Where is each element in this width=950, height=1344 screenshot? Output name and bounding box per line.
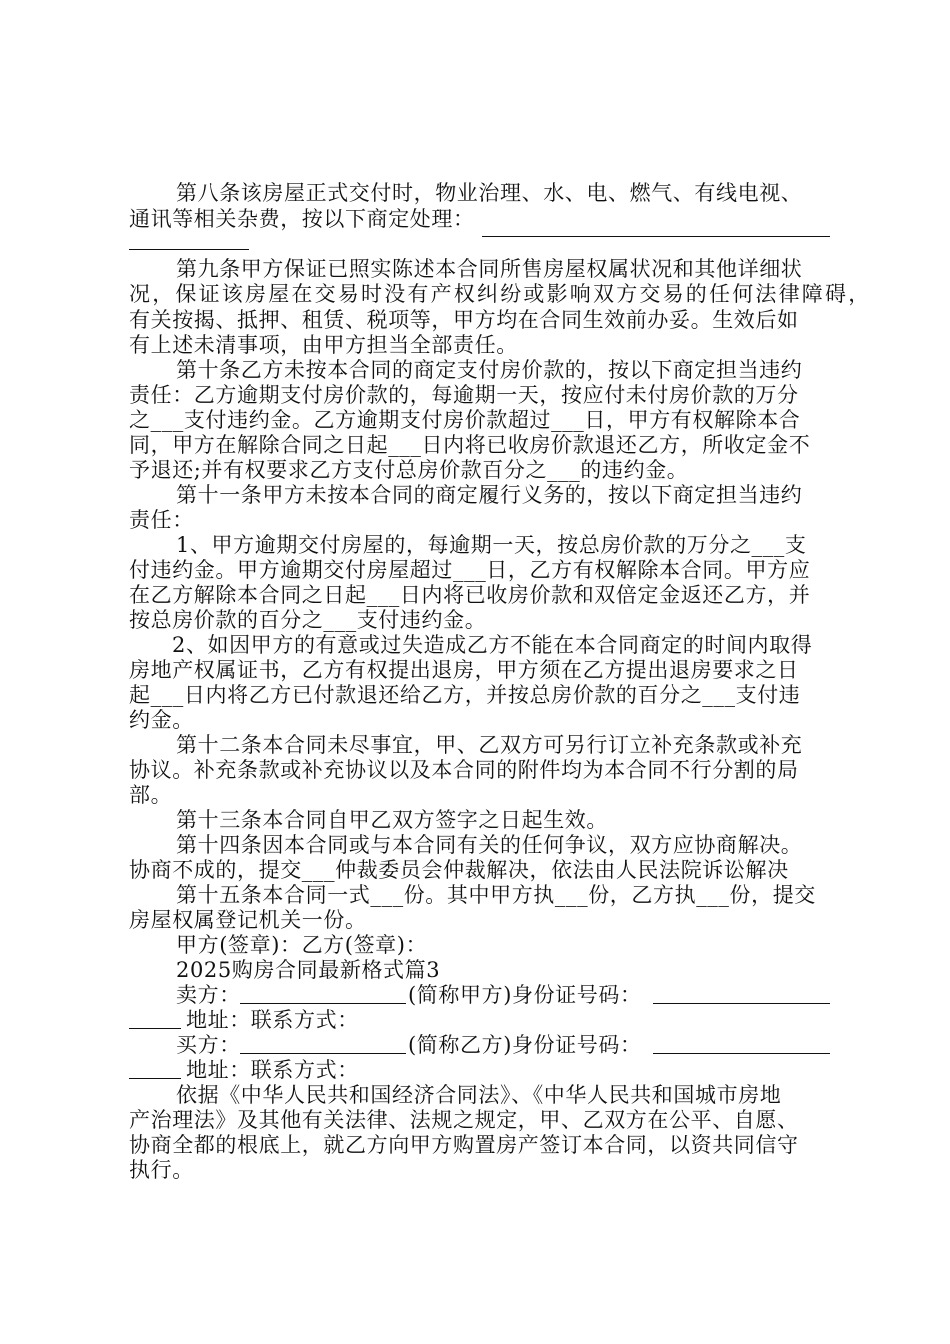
text-line: (简称甲方)身份证号码： (408, 983, 642, 1007)
seller-label: 卖方： (176, 983, 241, 1007)
text-line: 房屋权属登记机关一份。 (129, 908, 367, 932)
fill-in-blank (653, 1003, 830, 1004)
text-line: 第十一条甲方未按本合同的商定履行义务的，按以下商定担当违约 (176, 483, 803, 507)
text-line: 有上述未清事项，由甲方担当全部责任。 (129, 333, 518, 357)
text-line: 通讯等相关杂费，按以下商定处理： (129, 207, 475, 231)
text-line: 第十四条因本合同或与本合同有关的任何争议，双方应协商解决。 (176, 833, 803, 857)
text-line: 2、如因甲方的有意或过失造成乙方不能在本合同商定的时间内取得 (172, 633, 813, 657)
fill-in-blank (240, 1053, 406, 1054)
text-line: 第九条甲方保证已照实陈述本合同所售房屋权属状况和其他详细状 (176, 257, 803, 281)
text-line: 协商全都的根底上，就乙方向甲方购置房产签订本合同，以资共同信守 (129, 1133, 799, 1157)
text-line: 在乙方解除本合同之日起___日内将已收房价款和双倍定金返还乙方，并 (129, 583, 811, 607)
text-line: 起___日内将乙方已付款退还给乙方，并按总房价款的百分之___支付违 (129, 683, 801, 707)
text-line: 约金。 (129, 708, 194, 732)
text-line: 第八条该房屋正式交付时，物业治理、水、电、燃气、有线电视、 (176, 181, 803, 205)
text-line: 执行。 (129, 1158, 194, 1182)
text-line: 责任： (129, 508, 194, 532)
text-line: 同，甲方在解除合同之日起___日内将已收房价款退还乙方，所收定金不 (129, 433, 811, 457)
text-line: 第十条乙方未按本合同的商定支付房价款的，按以下商定担当违约 (176, 358, 803, 382)
text-line: 有关按揭、抵押、租赁、税项等，甲方均在合同生效前办妥。生效后如 (129, 308, 799, 332)
section-heading: 2025购房合同最新格式篇3 (176, 958, 441, 982)
fill-in-blank (482, 236, 830, 237)
text-line: 责任：乙方逾期支付房价款的，每逾期一天，按应付未付房价款的万分 (129, 383, 799, 407)
fill-in-blank (129, 249, 249, 250)
fill-in-blank (129, 1078, 181, 1079)
text-line: 房地产权属证书，乙方有权提出退房，甲方须在乙方提出退房要求之日 (129, 658, 799, 682)
text-line: 付违约金。甲方逾期交付房屋超过___日，乙方有权解除本合同。甲方应 (129, 558, 811, 582)
text-line: 依据《中华人民共和国经济合同法》、《中华人民共和国城市房地 (176, 1083, 782, 1107)
buyer-label: 买方： (176, 1033, 241, 1057)
text-line: 第十五条本合同一式___份。其中甲方执___份，乙方执___份，提交 (176, 883, 816, 907)
text-line: 地址：联系方式： (186, 1058, 359, 1082)
fill-in-blank (240, 1003, 406, 1004)
fill-in-blank (129, 1028, 181, 1029)
text-line: 按总房价款的百分之___支付违约金。 (129, 608, 487, 632)
text-line: 产治理法》及其他有关法律、法规之规定，甲、乙双方在公平、自愿、 (129, 1108, 799, 1132)
text-line: 协议。补充条款或补充协议以及本合同的附件均为本合同不行分割的局 (129, 758, 799, 782)
text-line: 第十三条本合同自甲乙双方签字之日起生效。 (176, 808, 608, 832)
text-line: 部。 (129, 783, 173, 807)
text-line: 协商不成的，提交___仲裁委员会仲裁解决，依法由人民法院诉讼解决 (129, 858, 789, 882)
text-line: 1、甲方逾期交付房屋的，每逾期一天，按总房价款的万分之___支 (176, 533, 807, 557)
text-line: 地址：联系方式： (186, 1008, 359, 1032)
text-line: 予退还;并有权要求乙方支付总房价款百分之___的违约金。 (129, 458, 689, 482)
signature-line: 甲方(签章)：乙方(签章)： (176, 933, 428, 957)
text-line: 第十二条本合同未尽事宜，甲、乙双方可另行订立补充条款或补充 (176, 733, 803, 757)
fill-in-blank (653, 1053, 830, 1054)
text-line: (简称乙方)身份证号码： (408, 1033, 642, 1057)
text-line: 况，保证该房屋在交易时没有产权纠纷或影响双方交易的任何法律障碍， (129, 282, 872, 306)
text-line: 之___支付违约金。乙方逾期支付房价款超过___日，甲方有权解除本合 (129, 408, 801, 432)
